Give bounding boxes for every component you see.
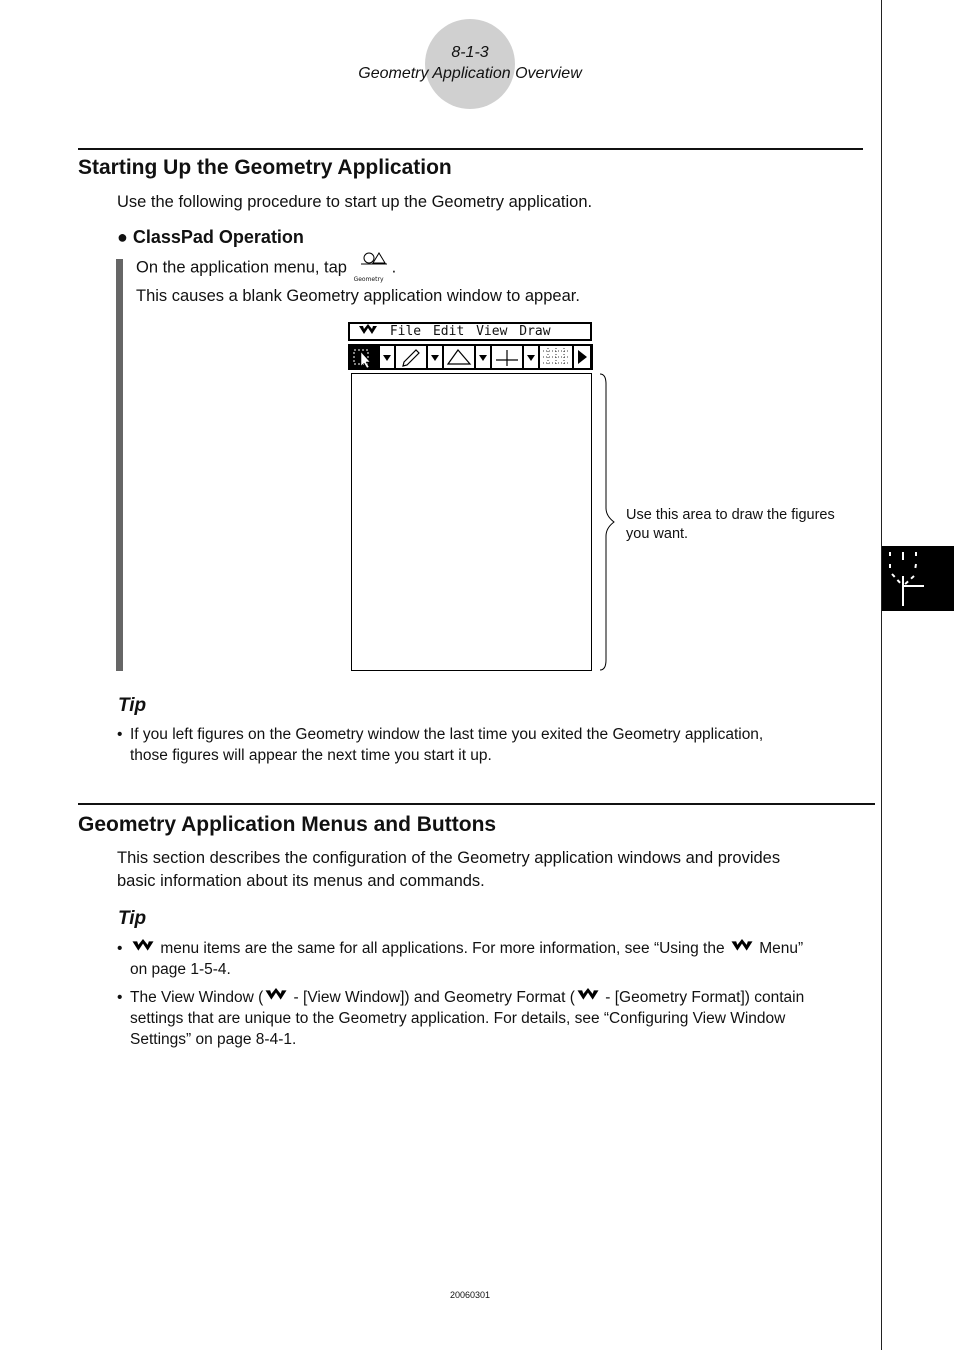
annotation-line-1: Use this area to draw the figures: [626, 507, 835, 523]
annotation-line-2: you want.: [626, 526, 689, 542]
page-header-title: Geometry Application Overview: [358, 65, 582, 82]
menu-edit: Edit: [432, 324, 465, 339]
section-heading-menus: Geometry Application Menus and Buttons: [78, 813, 497, 836]
intro-line-2: basic information about its menus and commands.: [117, 872, 485, 890]
section-rule: [78, 803, 875, 805]
menu-icon: [729, 938, 755, 959]
menu-draw: Draw: [519, 324, 551, 339]
operation-heading: ● ClassPad Operation: [117, 227, 304, 247]
bullet-2-line-3: Settings” on page 8-4-1.: [130, 1031, 297, 1049]
triangle-tool-icon: [444, 346, 474, 368]
window-menubar: [348, 322, 592, 341]
section-rule: [78, 148, 863, 150]
footer-code: 20060301: [449, 1290, 491, 1300]
bullet-dot: •: [117, 726, 123, 743]
operation-sidebar: [116, 259, 123, 671]
bullet-2-line-2: settings that are unique to the Geometry application. For details, see “Configuring View Window: [130, 1010, 786, 1028]
window-toolbar: [348, 344, 593, 370]
section-intro: [117, 847, 780, 893]
bullet-1-line-2: on page 1-5-4.: [130, 961, 231, 979]
drawing-area-brace: [598, 372, 618, 672]
page-number: 8-1-3: [451, 44, 489, 61]
drawing-area: [351, 373, 592, 671]
tip-line-2: those figures will appear the next time you start it up.: [130, 747, 492, 764]
section-heading-startup: Starting Up the Geometry Application: [78, 156, 452, 179]
chapter-tab: [882, 546, 954, 611]
menu-icon: [358, 324, 378, 340]
step-1-text: On the application menu, tap: [136, 258, 347, 277]
tip-line-1: If you left figures on the Geometry window the last time you exited the Geometry application,: [130, 726, 764, 743]
bullet-dot: •: [117, 989, 123, 1006]
menu-icon: [130, 938, 156, 959]
section-intro: Use the following procedure to start up the Geometry application.: [117, 193, 593, 211]
bullet-2-text-c: - [Geometry Format]) contain: [605, 989, 805, 1006]
bullet-dot: •: [117, 940, 123, 957]
pen-tool-icon: [396, 346, 426, 368]
step-1: [136, 256, 397, 283]
page-right-rule: [881, 0, 882, 1350]
geometry-app-icon: [353, 256, 392, 283]
step-2: This causes a blank Geometry application window to appear.: [136, 287, 580, 305]
bullet-2-text-a: The View Window (: [130, 989, 264, 1006]
geometry-icon-label: Geometry: [353, 276, 384, 283]
tip-bullet: [117, 987, 875, 1050]
tip-bullet: [117, 724, 870, 766]
menu-icon: [575, 987, 601, 1008]
tip-label: Tip: [118, 908, 147, 929]
menu-icon: [263, 987, 289, 1008]
menu-view: View: [476, 324, 508, 339]
step-1-period: .: [391, 258, 397, 277]
intro-line-1: This section describes the configuration of the Geometry application windows and provides: [117, 849, 781, 867]
geometry-chapter-icon: [882, 546, 954, 611]
drawing-area-annotation: [626, 506, 835, 544]
bullet-1-text-a: menu items are the same for all applications. For more information, see “Using the: [160, 940, 725, 957]
bullet-1-text-b: Menu”: [759, 940, 804, 957]
menu-file: File: [389, 324, 422, 339]
tip-bullet: [117, 938, 875, 980]
tip-label: Tip: [118, 695, 147, 716]
bullet-2-text-b: - [View Window]) and Geometry Format (: [293, 989, 575, 1006]
header-circle: [425, 19, 515, 109]
